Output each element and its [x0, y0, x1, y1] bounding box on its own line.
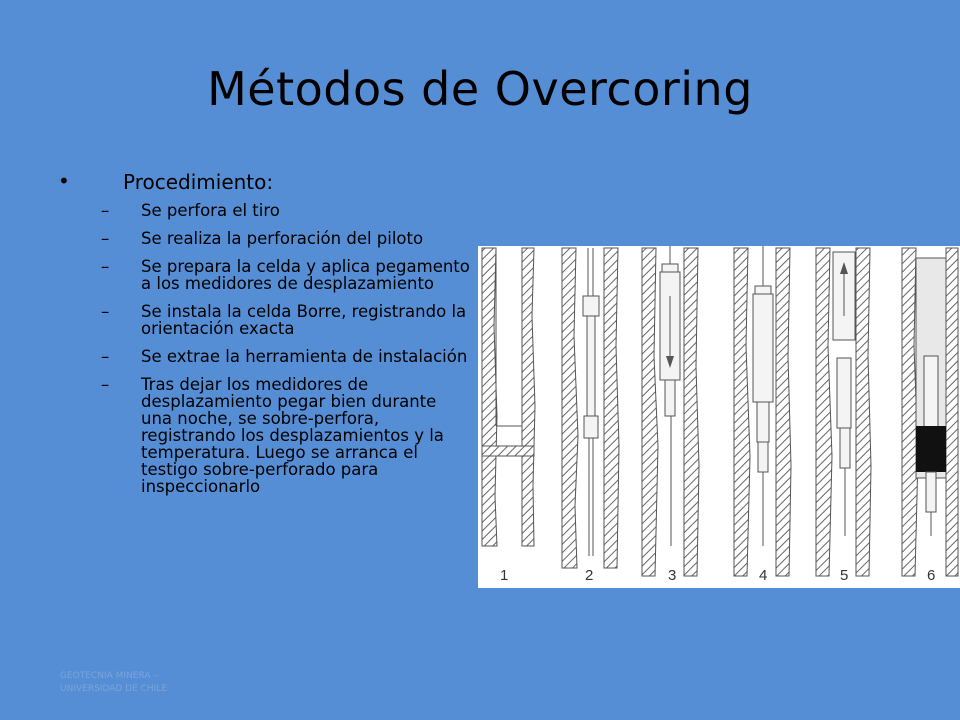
footer-line: GEOTECNIA MINERA – — [60, 671, 158, 681]
dash-icon: – — [101, 229, 110, 248]
sub-bullet-text: Se instala la celda Borre, registrando la orientación exacta — [141, 302, 467, 338]
stage-5-drawing — [816, 248, 871, 576]
figure-label: 5 — [840, 567, 849, 584]
overcoring-diagram-svg — [478, 246, 960, 588]
stage-4-drawing — [734, 246, 791, 576]
sub-bullet — [58, 348, 471, 365]
slide-content — [58, 170, 478, 506]
stage-1-drawing — [482, 248, 535, 546]
sub-bullet-text: Tras dejar los medidores de desplazamiento pegar bien durante una noche, se sobre-perfora, registrando los desplazamientos y la temperatura. Luego se arranca el testigo sobre-perforado para inspeccionarlo — [141, 375, 444, 496]
figure-label: 6 — [927, 567, 936, 584]
dash-icon: – — [101, 257, 110, 276]
dash-icon: – — [101, 375, 110, 394]
sub-bullet-text: Se prepara la celda y aplica pegamento a los medidores de desplazamiento — [141, 257, 470, 293]
dash-icon: – — [101, 201, 110, 220]
dash-icon: – — [101, 347, 110, 366]
footer — [60, 670, 167, 696]
sub-bullet-text: Se perfora el tiro — [141, 201, 280, 220]
sub-bullet — [58, 202, 471, 219]
main-bullet-text: Procedimiento: — [123, 170, 274, 194]
figure-label: 3 — [668, 567, 677, 584]
overcoring-diagram — [478, 246, 960, 588]
slide-title: Métodos de Overcoring — [207, 62, 753, 116]
sub-bullet-text: Se extrae la herramienta de instalación — [141, 347, 468, 366]
stage-6-drawing — [902, 248, 958, 576]
sub-bullet — [58, 230, 471, 247]
figure-label: 4 — [759, 567, 768, 584]
sub-bullet-text: Se realiza la perforación del piloto — [141, 229, 424, 248]
figure-label: 2 — [585, 567, 594, 584]
stage-3-drawing — [642, 246, 699, 576]
sub-bullet — [58, 258, 471, 292]
bullet-icon: • — [58, 169, 70, 193]
dash-icon: – — [101, 302, 110, 321]
main-bullet — [58, 170, 478, 194]
sub-bullet — [58, 303, 471, 337]
sub-bullet — [58, 376, 471, 495]
stage-2-drawing — [562, 248, 619, 568]
figure-label: 1 — [500, 567, 509, 584]
footer-line: UNIVERSIDAD DE CHILE — [60, 684, 168, 694]
